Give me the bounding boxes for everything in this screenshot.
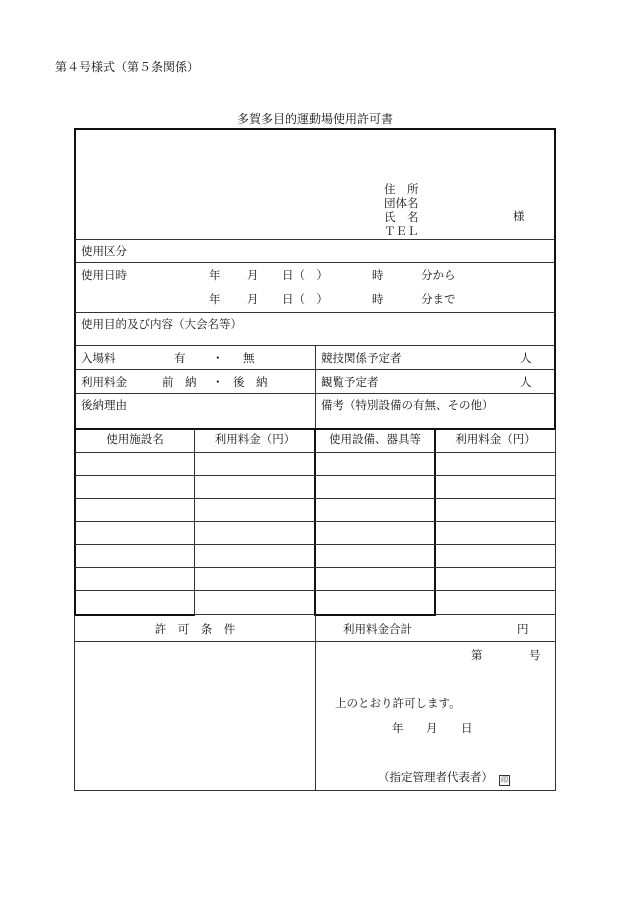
start-minute: 分から [421,268,456,282]
table-col-divider [194,429,195,615]
spectators-label: 観覧予定者 [321,375,379,389]
table-right-border [555,429,556,615]
signer-label: （指定管理者代表者） [378,770,493,784]
permit-day: 日 [461,721,473,735]
table-row [75,452,555,453]
permit-statement: 上のとおり許可します。 [335,696,461,710]
postpay-reason-label: 後納理由 [81,398,127,412]
frame-top [74,128,556,130]
end-year: 年 [209,292,221,306]
honorific: 様 [513,209,525,223]
purpose-label: 使用目的及び内容（大会名等） [81,317,242,331]
row-divider [75,312,555,313]
table-row [75,567,555,568]
entry-fee-no: 無 [243,351,255,365]
entry-fee-dot: ・ [212,351,224,365]
name-label: 氏 名 [384,210,419,224]
table-row [75,475,555,476]
group-name-label: 団体名 [384,196,419,210]
usage-fee-dot: ・ [212,375,224,389]
table-row [75,590,555,591]
start-month: 月 [247,268,259,282]
row-divider [75,262,555,263]
end-month: 月 [247,292,259,306]
table-row [75,544,555,545]
facility-fee-header: 利用料金（円） [214,432,296,446]
start-day: 日（ ） [282,268,328,282]
facility-name-header: 使用施設名 [106,432,164,446]
address-label: 住 所 [384,182,419,196]
table-bottom-thick-left [74,614,195,616]
start-hour: 時 [372,268,384,282]
entry-fee-yes: 有 [174,351,186,365]
usage-datetime-label: 使用日時 [81,268,127,282]
end-day: 日（ ） [282,292,328,306]
table-row [75,498,555,499]
frame-left-thick [74,128,76,429]
table-bottom-line [435,614,556,615]
usage-category-label: 使用区分 [81,244,127,258]
table-bottom-thick-right [314,614,436,616]
total-fee-label: 利用料金合計 [343,622,412,636]
equipment-fee-header: 利用料金（円） [455,432,536,446]
total-fee-unit: 円 [517,622,529,636]
lower-bottom-border [74,790,556,791]
tel-label: ＴＥＬ [384,224,419,238]
col-divider [315,345,316,429]
end-minute: 分まで [421,292,456,306]
seal-mark: 印 [501,776,508,784]
postpay-option: 後 納 [233,375,268,389]
start-year: 年 [209,268,221,282]
lower-row-divider [74,641,556,642]
row-divider [75,239,555,240]
remarks-label: 備考（特別設備の有無、その他） [321,398,494,412]
prepay-option: 前 納 [162,375,197,389]
table-row [75,521,555,522]
permit-conditions-label: 許 可 条 件 [154,622,236,636]
form-number: 第４号様式（第５条関係） [55,60,200,74]
competitors-label: 競技関係予定者 [321,351,402,365]
frame-right-thick [554,128,556,429]
table-bottom-line [194,614,315,615]
usage-fee-label: 利用料金 [81,375,127,389]
permit-number-prefix: 第 [471,648,483,662]
permit-month: 月 [426,721,438,735]
entry-fee-label: 入場料 [81,351,116,365]
end-hour: 時 [372,292,384,306]
permit-year: 年 [392,721,404,735]
permit-number-suffix: 号 [529,648,541,662]
competitors-unit: 人 [520,351,532,365]
equipment-header: 使用設備、器具等 [329,432,421,446]
form-title: 多賀多目的運動場使用許可書 [236,112,393,126]
spectators-unit: 人 [520,375,532,389]
seal-icon [499,773,510,786]
